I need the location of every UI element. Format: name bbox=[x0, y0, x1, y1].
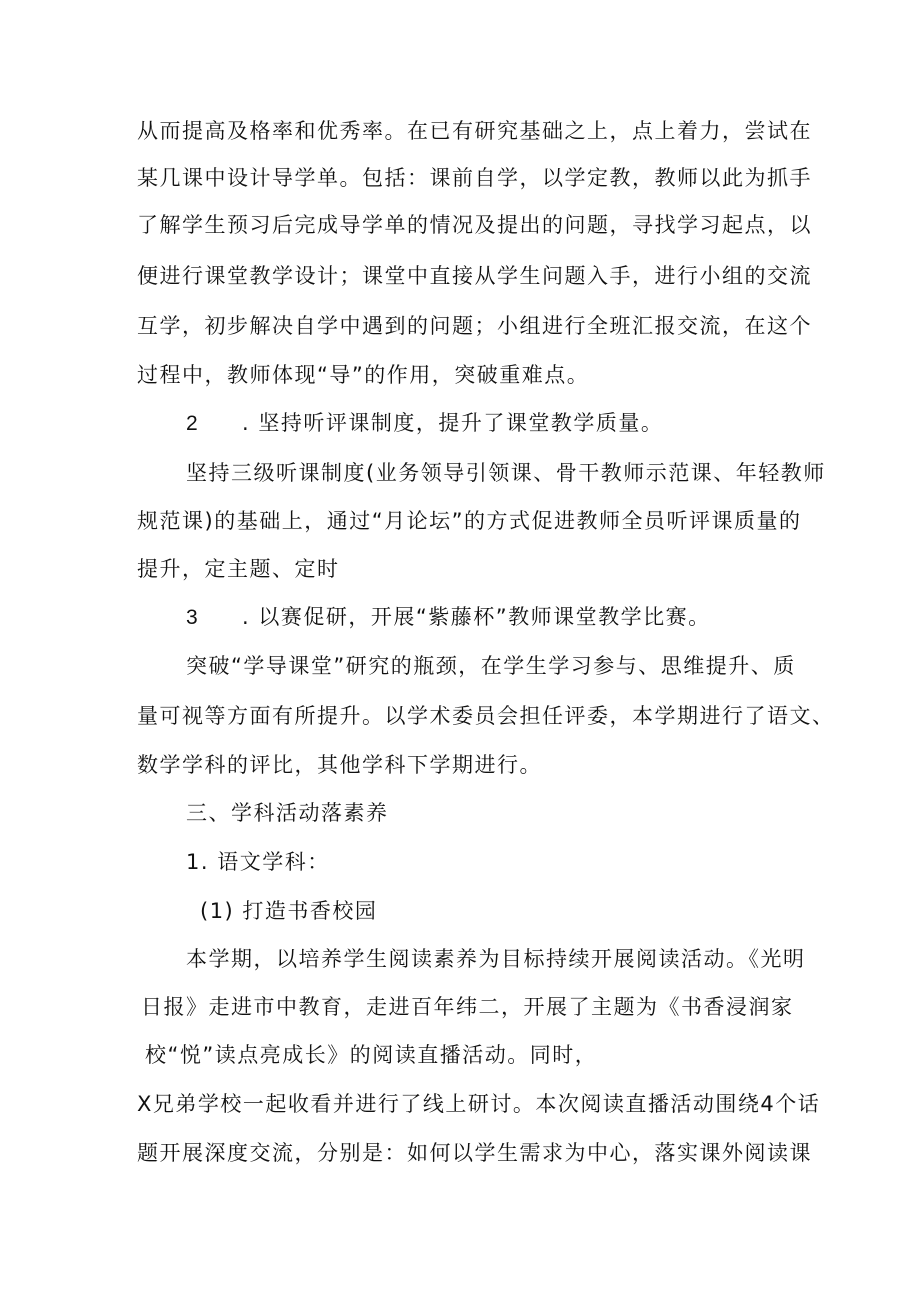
paragraph-line: 互学，初步解决自学中遇到的问题；小组进行全班汇报交流，在这个 bbox=[137, 314, 812, 338]
heading-number: 2 bbox=[186, 412, 200, 435]
paragraph-line: 校“悦”读点亮成长》的阅读直播活动。同时， bbox=[145, 1043, 598, 1067]
numbered-heading-2 bbox=[186, 409, 663, 438]
paragraph-line: 本学期，以培养学生阅读素养为目标持续开展阅读活动。《光明 bbox=[186, 947, 806, 971]
heading-text: . 以赛促研，开展“紫藤杯”教师课堂教学比赛。 bbox=[242, 605, 711, 629]
section-heading: 三、学科活动落素养 bbox=[186, 801, 389, 825]
paragraph-line: 了解学生预习后完成导学单的情况及提出的问题，寻找学习起点，以 bbox=[137, 213, 812, 237]
paragraph-line: X兄弟学校一起收看并进行了线上研讨。本次阅读直播活动围绕4个话 bbox=[137, 1092, 821, 1116]
paragraph-line: 题开展深度交流，分别是：如何以学生需求为中心，落实课外阅读课 bbox=[137, 1141, 812, 1165]
paragraph-line: 突破“学导课堂”研究的瓶颈，在学生学习参与、思维提升、质 bbox=[186, 654, 796, 678]
subsection-heading: 1. 语文学科： bbox=[186, 850, 330, 874]
paragraph-line: 过程中，教师体现“导”的作用，突破重难点。 bbox=[137, 363, 590, 387]
numbered-heading-3 bbox=[186, 603, 711, 632]
paragraph-line: 便进行课堂教学设计；课堂中直接从学生问题入手，进行小组的交流 bbox=[137, 264, 812, 288]
paragraph-line: 规范课)的基础上，通过“月论坛”的方式促进教师全员听评课质量的 bbox=[137, 509, 802, 533]
paragraph-line: 日报》走进市中教育，走进百年纬二，开展了主题为《书香浸润家 bbox=[141, 995, 794, 1019]
paragraph-line: 从而提高及格率和优秀率。在已有研究基础之上，点上着力，尝试在 bbox=[137, 119, 812, 143]
paragraph-line: 某几课中设计导学单。包括：课前自学，以学定教，教师以此为抓手 bbox=[137, 166, 812, 190]
paragraph-line: 量可视等方面有所提升。以学术委员会担任评委，本学期进行了语文、 bbox=[137, 704, 835, 728]
paragraph-line: 提升，定主题、定时 bbox=[137, 557, 340, 581]
heading-text: . 坚持听评课制度，提升了课堂教学质量。 bbox=[242, 411, 664, 435]
paragraph-line: 坚持三级听课制度(业务领导引领课、骨干教师示范课、年轻教师 bbox=[186, 461, 826, 485]
heading-number: 3 bbox=[186, 606, 200, 629]
sub-item-heading: (1) 打造书香校园 bbox=[200, 899, 378, 923]
paragraph-line: 数学学科的评比，其他学科下学期进行。 bbox=[137, 753, 542, 777]
